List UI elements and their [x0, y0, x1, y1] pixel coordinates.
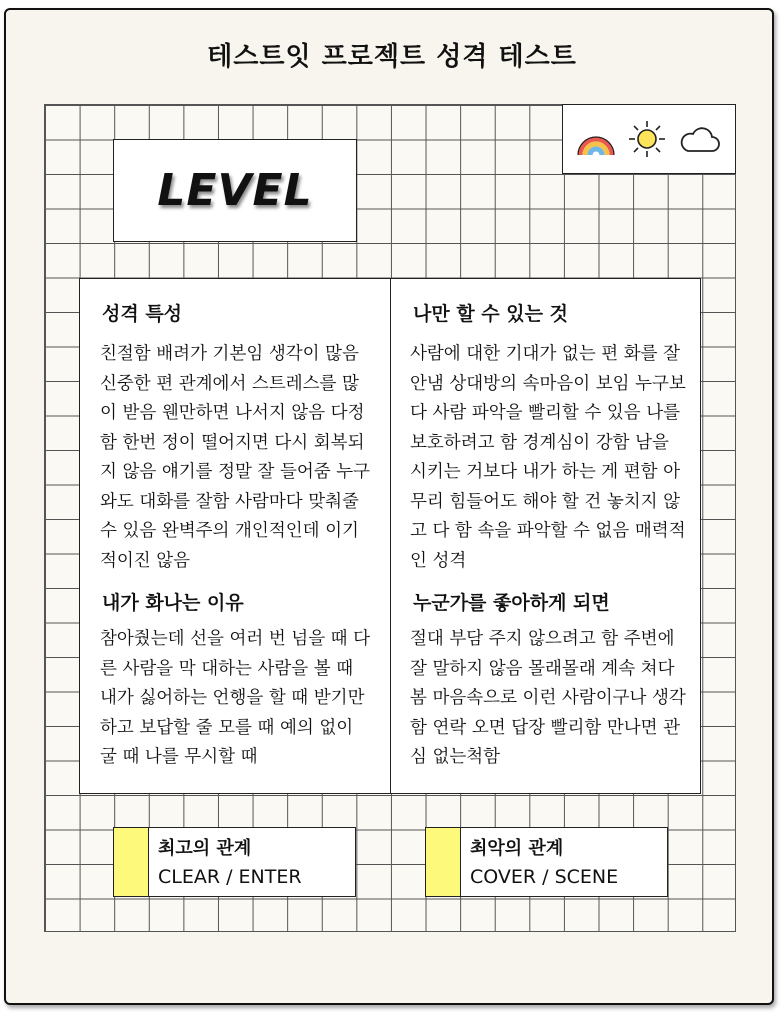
- panel-divider: [390, 278, 391, 794]
- anger-text: 참아줬는데 선을 여러 번 넘을 때 다른 사람을 막 대하는 사람을 볼 때 내가 싫어하는 언행을 할 때 받기만 하고 보답할 줄 모를 때 예의 없이 굴 때 나를 무시할 때: [98, 625, 374, 773]
- page-title: 테스트잇 프로젝트 성격 테스트: [207, 42, 577, 72]
- worst-relation-swatch: [426, 828, 461, 896]
- best-relation-value: CLEAR / ENTER: [158, 866, 302, 888]
- rainbow-icon: [576, 121, 616, 157]
- worst-relation-label: 최악의 관계: [470, 838, 564, 859]
- worst-relation-value: COVER / SCENE: [470, 866, 619, 888]
- only-me-title: 나만 할 수 있는 것: [411, 299, 570, 326]
- best-relation-swatch: [114, 828, 149, 896]
- sun-icon: [627, 119, 667, 159]
- cloud-icon: [678, 123, 722, 155]
- anger-title: 내가 화나는 이유: [100, 588, 246, 615]
- best-relation: [113, 827, 356, 897]
- traits-text: 친절함 배려가 기본임 생각이 많음 신중한 편 관계에서 스트레스를 많이 받음 웬만하면 나서지 않음 다정함 한번 정이 떨어지면 다시 회복되지 않음 얘기를 정말 잘 들어줌 누구와도 대화를 잘함 사람마다 맞춰줄 수 있음 완벽주의 개인적인데 이기적이진 않음: [98, 340, 374, 576]
- best-relation-label: 최고의 관계: [158, 838, 252, 859]
- traits-title: 성격 특성: [100, 299, 184, 326]
- crush-title: 누군가를 좋아하게 되면: [411, 588, 612, 615]
- weather-icons: [562, 104, 736, 174]
- crush-text: 절대 부담 주지 않으려고 함 주변에 잘 말하지 않음 몰래몰래 계속 쳐다봄 마음속으로 이런 사람이구나 생각함 연락 오면 답장 빨리함 만나면 관심 없는척함: [408, 625, 688, 773]
- worst-relation: [425, 827, 668, 897]
- level-label: LEVEL: [157, 165, 313, 216]
- level-box: [113, 139, 357, 242]
- only-me-text: 사람에 대한 기대가 없는 편 화를 잘 안냄 상대방의 속마음이 보임 누구보다 사람 파악을 빨리할 수 있음 나를 보호하려고 함 경계심이 강함 남을 시키는 거보다 내가 하는 게 편함 아무리 힘들어도 해야 할 건 놓치지 않고 다 함 속을 파악할 수 없음 매력적인 성격: [408, 340, 688, 576]
